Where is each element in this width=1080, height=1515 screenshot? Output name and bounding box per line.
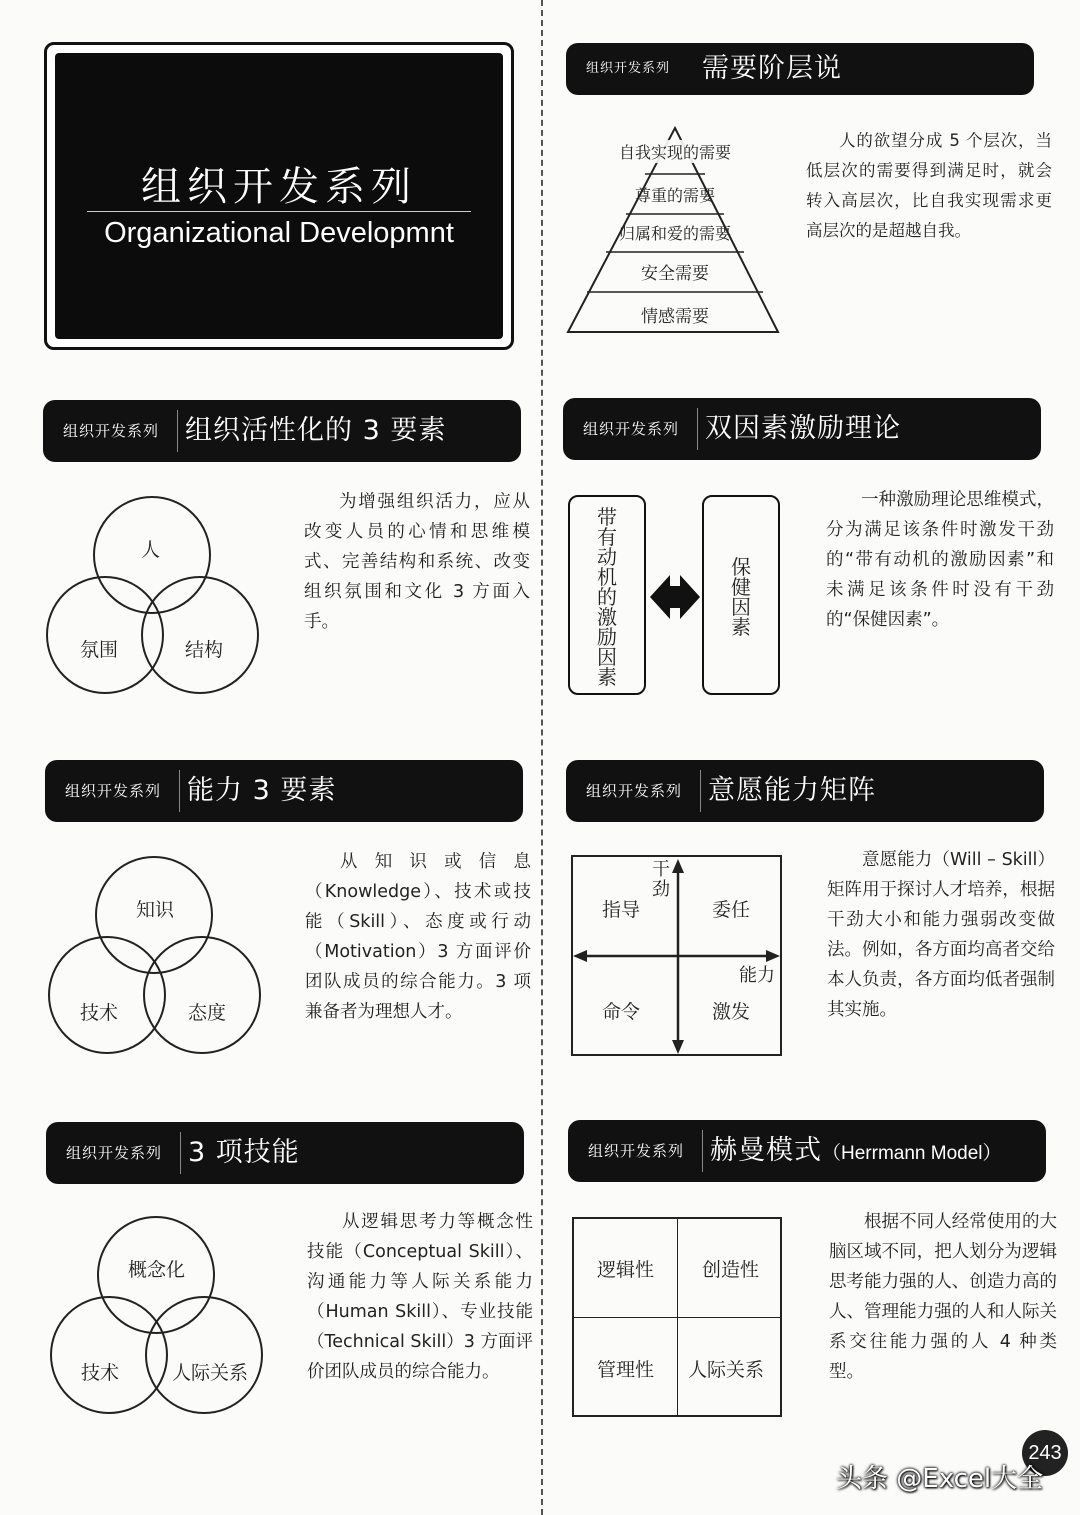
venn-label-left: 氛围	[80, 639, 119, 661]
banner-ability	[45, 760, 523, 822]
hygiene-label: 保健因素	[731, 555, 751, 639]
hero-rule	[87, 211, 471, 212]
hero-inner	[55, 53, 503, 339]
quadrant-inspire: 激发	[712, 1001, 751, 1023]
venn-vitality	[40, 495, 265, 705]
maslow-level-2: 尊重的需要	[634, 186, 715, 205]
maslow-level-3: 归属和爱的需要	[618, 224, 731, 243]
series-label: 组织开发系列	[66, 1144, 163, 1162]
banner-separator	[700, 770, 701, 812]
banner-separator	[177, 410, 178, 452]
hero-title: 组织开发系列	[141, 164, 417, 210]
banner-separator	[179, 770, 180, 812]
section-title	[710, 1120, 1002, 1185]
banner-skills	[46, 1122, 524, 1184]
herrmann-text: 根据不同人经常使用的大脑区域不同，把人划分为逻辑思考能力强的人、创造力高的人、管理能力强的人和人际关系交往能力强的人 4 种类型。	[829, 1212, 1057, 1382]
motivator-box	[568, 495, 646, 695]
banner-separator	[180, 1132, 181, 1174]
hero-panel	[44, 42, 514, 350]
watermark: 头条 @Excel大全	[836, 1464, 1044, 1494]
venn-label-right: 结构	[185, 639, 224, 661]
banner-maslow	[566, 43, 1034, 95]
quadrant-delegate: 委任	[712, 899, 751, 921]
quadrant-command: 命令	[602, 1001, 641, 1023]
quadrant-creative: 创造性	[702, 1259, 760, 1281]
quadrant-managerial: 管理性	[597, 1359, 655, 1381]
hero-subtitle: Organizational Developmnt	[104, 217, 454, 249]
series-label: 组织开发系列	[65, 782, 162, 800]
quadrant-guide: 指导	[602, 899, 641, 921]
willskill-axes	[571, 855, 782, 1056]
maslow-level-5: 情感需要	[641, 307, 709, 327]
herrmann-title-cn: 赫曼模式	[710, 1135, 822, 1166]
series-label: 组织开发系列	[588, 1142, 685, 1160]
center-divider	[541, 0, 543, 1515]
hygiene-box	[702, 495, 780, 695]
willskill-text: 意愿能力（Will – Skill）矩阵用于探讨人才培养，根据干劲大小和能力强弱改变做法。例如，各方面均高者交给本人负责，各方面均低者强制其实施。	[827, 850, 1055, 1020]
section-title: 3 项技能	[188, 1137, 300, 1168]
venn-ability	[42, 855, 267, 1065]
venn-skills	[44, 1215, 269, 1425]
herrmann-title-en: （Herrmann Model）	[822, 1143, 1002, 1164]
page-number: 243	[1022, 1430, 1068, 1476]
series-label: 组织开发系列	[63, 422, 160, 440]
banner-twofactor	[563, 398, 1041, 460]
quadrant-logical: 逻辑性	[597, 1259, 655, 1281]
series-label: 组织开发系列	[583, 420, 680, 438]
venn-label-top: 人	[141, 539, 161, 561]
section-title: 双因素激励理论	[705, 413, 901, 444]
venn-label-left: 技术	[81, 1362, 120, 1384]
venn-label-right: 态度	[188, 1002, 227, 1024]
ability-text: 从知识或信息（Knowledge）、技术或技能（Skill）、态度或行动（Motivation）3 方面评价团队成员的综合能力。3 项兼备者为理想人才。	[305, 852, 531, 1022]
maslow-text: 人的欲望分成 5 个层次，当低层次的需要得到满足时，就会转入高层次，比自我实现需求更高层次的是超越自我。	[806, 131, 1052, 240]
banner-herrmann	[568, 1120, 1046, 1182]
banner-vitality	[43, 400, 521, 462]
x-axis-label: 能力	[739, 965, 775, 986]
grid-hline	[574, 1317, 780, 1318]
series-label: 组织开发系列	[586, 782, 683, 800]
motivator-label: 带有动机的激励因素	[597, 505, 617, 689]
venn-label-top: 知识	[136, 899, 175, 921]
venn-label-top: 概念化	[128, 1259, 186, 1281]
section-title: 需要阶层说	[702, 53, 842, 84]
section-title: 组织活性化的 3 要素	[185, 415, 447, 446]
double-arrow-icon	[650, 572, 700, 622]
vitality-text: 为增强组织活力，应从改变人员的心情和思维模式、完善结构和系统、改变组织氛围和文化 3 方面入手。	[304, 492, 530, 632]
banner-separator	[702, 1130, 703, 1172]
maslow-level-4: 安全需要	[641, 264, 709, 284]
section-title: 意愿能力矩阵	[708, 775, 876, 806]
y-axis-label: 干劲	[652, 859, 670, 900]
twofactor-text: 一种激励理论思维模式，分为满足该条件时激发干劲的“带有动机的激励因素”和未满足该条件时没有干劲的“保健因素”。	[826, 490, 1054, 630]
quadrant-interpersonal: 人际关系	[688, 1359, 765, 1381]
banner-willskill	[566, 760, 1044, 822]
maslow-level-1: 自我实现的需要	[560, 140, 790, 163]
section-title: 能力 3 要素	[187, 775, 337, 806]
venn-label-left: 技术	[80, 1002, 119, 1024]
series-label: 组织开发系列	[586, 61, 671, 76]
skills-text: 从逻辑思考力等概念性技能（Conceptual Skill）、沟通能力等人际关系能力（Human Skill）、专业技能（Technical Skill）3 方面评价团队成员的综合能力。	[307, 1212, 533, 1382]
venn-label-right: 人际关系	[172, 1362, 249, 1384]
banner-separator	[697, 408, 698, 450]
herrmann-grid	[572, 1217, 782, 1417]
